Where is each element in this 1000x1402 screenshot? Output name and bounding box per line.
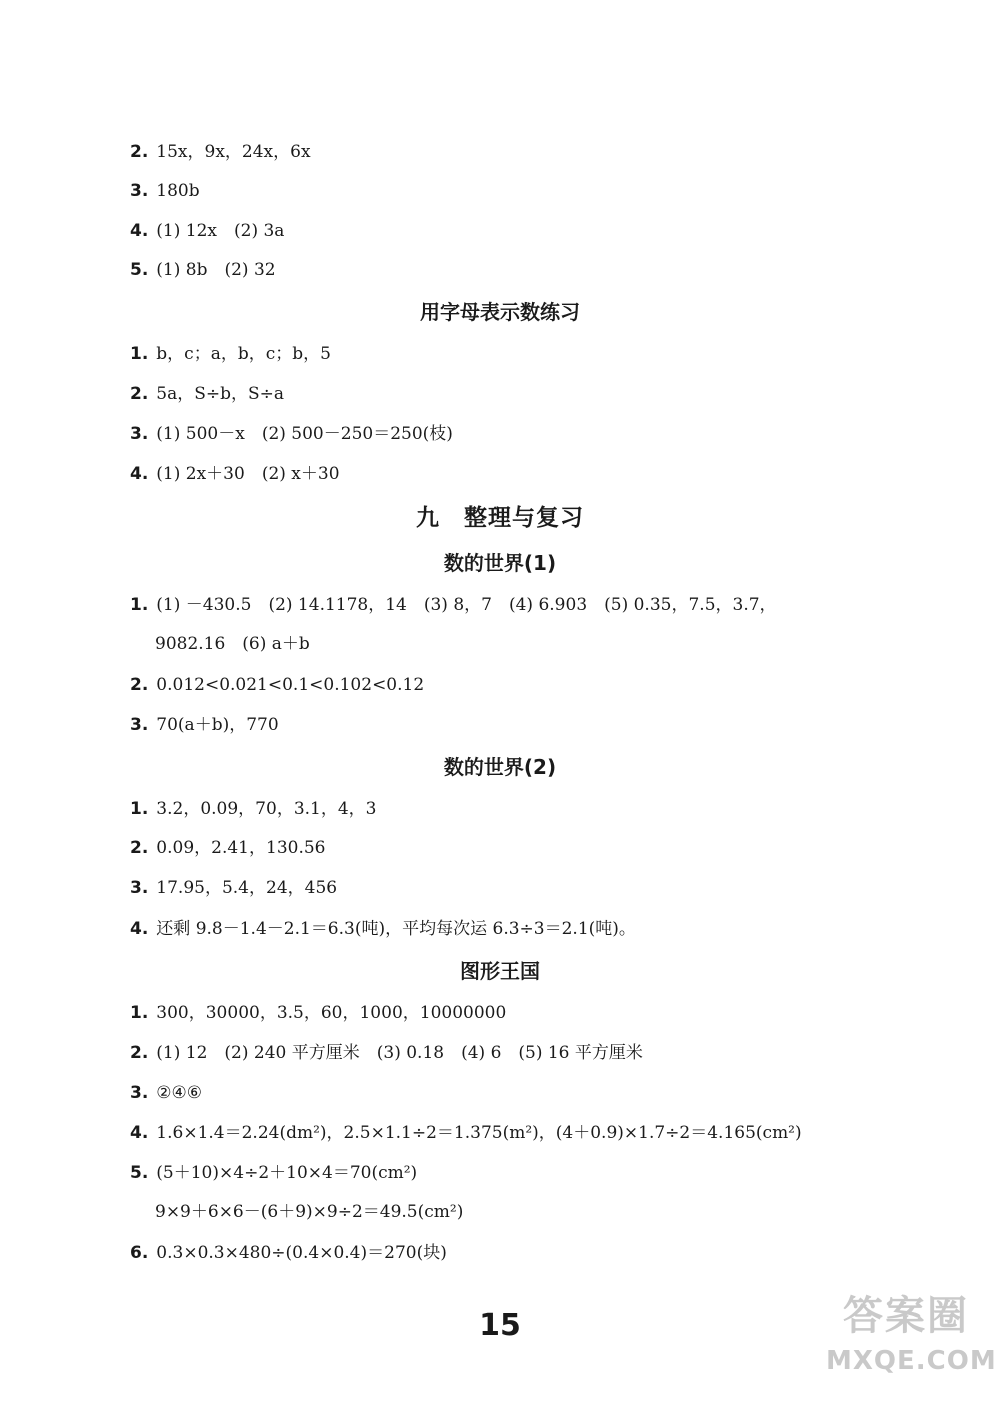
watermark-title: 答案圈 [843, 1293, 969, 1339]
answer-line [130, 219, 284, 243]
item-text: 3.2，0.09，70，3.1，4，3 [156, 799, 377, 819]
answer-line [130, 258, 276, 282]
answer-line [130, 1041, 643, 1065]
item-text: 17.95，5.4，24，456 [156, 878, 338, 898]
item-text: ②④⑥ [156, 1083, 203, 1103]
item-text: 0.09，2.41，130.56 [156, 838, 326, 858]
item-text: (1) 12 (2) 240 平方厘米 (3) 0.18 (4) 6 (5) 16 平方厘米 [156, 1043, 643, 1063]
item-number: 2. [130, 384, 149, 404]
item-number: 4. [130, 919, 149, 939]
item-number: 5. [130, 1163, 149, 1183]
section-heading: 数的世界(1) [443, 551, 557, 575]
answer-line [130, 836, 325, 860]
section-heading: 用字母表示数练习 [420, 300, 580, 324]
answer-line [130, 342, 331, 366]
item-number: 4. [130, 464, 149, 484]
item-text: 0.012<0.021<0.1<0.102<0.12 [156, 675, 425, 695]
item-text: 300，30000，3.5，60，1000，10000000 [156, 1003, 507, 1023]
item-text: (1) 8b (2) 32 [156, 260, 276, 280]
item-number: 1. [130, 1003, 149, 1023]
answer-line [130, 382, 284, 406]
item-text: 1.6×1.4＝2.24(dm²)，2.5×1.1÷2＝1.375(m²)，(4＋0.9)×1.7÷2＝4.165(cm²) [156, 1123, 802, 1143]
item-text: 还剩 9.8－1.4－2.1＝6.3(吨)，平均每次运 6.3÷3＝2.1(吨)。 [156, 919, 636, 939]
answer-line [130, 422, 453, 446]
item-text: (1) 12x (2) 3a [156, 221, 285, 241]
answer-line [130, 179, 200, 203]
answer-line [130, 797, 376, 821]
answer-line [130, 1241, 447, 1265]
chapter-title: 九 整理与复习 [416, 505, 584, 531]
answer-line [130, 713, 279, 737]
item-text: (1) 2x＋30 (2) x＋30 [156, 464, 340, 484]
item-number: 6. [130, 1243, 149, 1263]
item-number: 5. [130, 260, 149, 280]
item-text: 9×9＋6×6－(6＋9)×9÷2＝49.5(cm²) [155, 1202, 464, 1222]
answer-line [130, 1081, 202, 1105]
item-number: 3. [130, 424, 149, 444]
page-number: 15 [479, 1308, 521, 1343]
item-text: 0.3×0.3×480÷(0.4×0.4)＝270(块) [156, 1243, 447, 1263]
answer-line [130, 593, 777, 617]
answer-line [130, 462, 340, 486]
item-number: 2. [130, 1043, 149, 1063]
item-number: 3. [130, 878, 149, 898]
answer-line [130, 1001, 506, 1025]
item-number: 2. [130, 142, 149, 162]
item-number: 3. [130, 1083, 149, 1103]
answer-line [130, 140, 311, 164]
item-number: 3. [130, 715, 149, 735]
answer-line-continued [155, 632, 310, 656]
answer-line [130, 876, 337, 900]
item-text: (1) 500－x (2) 500－250＝250(枝) [156, 424, 453, 444]
answer-line [130, 673, 424, 697]
item-number: 4. [130, 221, 149, 241]
answer-line [130, 1121, 802, 1145]
item-text: (5＋10)×4÷2＋10×4＝70(cm²) [156, 1163, 418, 1183]
item-number: 1. [130, 344, 149, 364]
answer-line-continued [155, 1200, 463, 1224]
answer-line [130, 1161, 417, 1185]
section-heading: 数的世界(2) [443, 755, 557, 779]
item-text: 15x，9x，24x，6x [156, 142, 311, 162]
item-text: 180b [156, 181, 200, 201]
answer-line [130, 917, 636, 941]
item-text: b，c；a，b，c；b，5 [156, 344, 331, 364]
watermark-logo [826, 1288, 997, 1388]
item-number: 4. [130, 1123, 149, 1143]
item-number: 2. [130, 675, 149, 695]
item-text: 5a，S÷b，S÷a [156, 384, 285, 404]
item-number: 1. [130, 799, 149, 819]
item-text: (1) －430.5 (2) 14.1178，14 (3) 8，7 (4) 6.903 (5) 0.35，7.5，3.7， [156, 595, 777, 615]
item-number: 3. [130, 181, 149, 201]
item-text: 9082.16 (6) a＋b [155, 634, 310, 654]
item-number: 1. [130, 595, 149, 615]
item-text: 70(a＋b)，770 [156, 715, 279, 735]
section-heading: 图形王国 [460, 959, 540, 983]
watermark-domain: MXQE.COM [826, 1346, 997, 1376]
item-number: 2. [130, 838, 149, 858]
